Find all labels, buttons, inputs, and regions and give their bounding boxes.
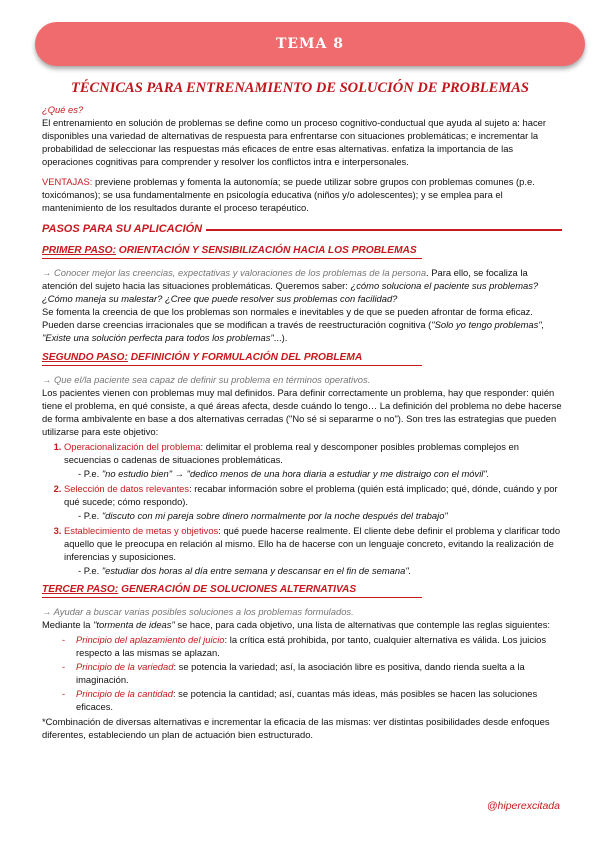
intro-text: El entrenamiento en solución de problemas se define como un proceso cognitivo-conductual que ayuda al sujeto a: hacer disponibles una variedad de alternativas de respuesta para enfrentarse con situaciones problemáticas; e incrementar la probabilidad de seleccionar las respuestas más eficaces de entre esas alternativas. enfatiza la importancia de las operaciones cognitivas para comprender y resolver los conflictos intra e interpersonales. (42, 117, 546, 167)
paso1-para1 (42, 266, 562, 344)
list-item (64, 524, 562, 577)
paso1-p2a: Se fomenta la creencia de que los problemas son normales e inevitables y de que se pueden afrontar de forma eficaz. Pueden darse creencias irracionales que se modifican a través de reestructuración cognitiva ( (42, 306, 533, 330)
example-text: "estudiar dos horas al día entre semana y descansar en el fin de semana". (101, 565, 412, 576)
page-title: TÉCNICAS PARA ENTRENAMIENTO DE SOLUCIÓN DE PROBLEMAS (71, 80, 529, 96)
example-text: "discuto con mi pareja sobre dinero normalmente por la noche después del trabajo" (101, 510, 448, 521)
item-text: : qué puede hacerse realmente. El cliente debe definir el problema y clarificar todo aquello que le preocupa en relación al mismo. Ello ha de hacerse con un lenguaje concreto, evitando la realización de inferencias y suposiciones. (64, 525, 561, 562)
paso2-title: DEFINICIÓN Y FORMULACIÓN DEL PROBLEMA (127, 352, 363, 363)
example-label: - P.e. (78, 510, 100, 521)
paso3-heading (42, 583, 422, 598)
ventajas-label: VENTAJAS: (42, 176, 93, 187)
paso3-list (42, 633, 562, 713)
paso1-heading (42, 244, 422, 259)
paso3-text-b: "tormenta de ideas" (93, 619, 175, 630)
example-label: - P.e. (78, 468, 100, 479)
pasos-heading-text: PASOS PARA SU APLICACIÓN (42, 223, 203, 235)
paso1-title: ORIENTACIÓN Y SENSIBILIZACIÓN HACIA LOS PROBLEMAS (115, 245, 417, 256)
paso3-arrow: → Ayudar a buscar varias posibles soluciones a los problemas formulados. (42, 606, 354, 617)
example (78, 467, 562, 480)
intro-question: ¿Qué es? (42, 104, 84, 115)
paso3-para (42, 605, 562, 631)
footer-handle: @hiperexcitada (486, 800, 560, 812)
paso3-text-a: Mediante la (42, 619, 94, 630)
item-label: Establecimiento de metas y objetivos (64, 525, 219, 536)
example (78, 509, 562, 522)
paso1-p1b: ¿cómo soluciona el paciente sus problemas? ¿Cómo maneja su malestar? ¿Cree que puede resolver sus problemas con facilidad? (42, 280, 539, 304)
paso2-arrow: → Que el/la paciente sea capaz de definir su problema en términos operativos. (42, 374, 371, 385)
ventajas-paragraph (42, 175, 562, 214)
paso1-label: PRIMER PASO: (42, 245, 116, 256)
intro-section (42, 103, 562, 168)
paso3-title: GENERACIÓN DE SOLUCIONES ALTERNATIVAS (118, 584, 357, 595)
paso2-text: Los pacientes vienen con problemas muy mal definidos. Para definir correctamente un problema, hay que responder: quién tiene el problema, en qué consiste, a qué áreas afecta, desde cuándo lo tengo… La definición del problema no debe hacerse de forma ambivalente en base a dos alternativas cerradas ("No sé si separarme o no"). Son tres las estrategias que pueden utilizarse para este objetivo: (42, 387, 562, 437)
paso2-list (42, 440, 562, 577)
item-label: Principio de la cantidad (76, 688, 173, 699)
paso3-text-c: se hace, para cada objetivo, una lista de alternativas que contemple las reglas siguientes: (174, 619, 551, 630)
list-item: - Principio de la variedad: se potencia la variedad; así, la asociación libre es positiva, dando rienda suelta a la imaginación. (62, 661, 525, 685)
example-text: "no estudio bien" → "dedico menos de una hora diaria a estudiar y me distraigo con el móvil". (101, 468, 490, 479)
document-body (42, 103, 562, 748)
item-text: : la crítica está prohibida, por tanto, cualquier alternativa es válida. Los juicios respecto a las mismas se aplazan. (76, 634, 547, 658)
paso3-note: *Combinación de diversas alternativas e incrementar la eficacia de las mismas: ver distintas posibilidades desde enfoques diferentes, estableciendo un plan de actuación bien estructurado. (42, 716, 550, 740)
list-item (64, 440, 562, 480)
item-label: Selección de datos relevantes (64, 483, 190, 494)
example-label: - P.e. (78, 565, 100, 576)
item-text: : se potencia la variedad; así, la asociación libre es positiva, dando rienda suelta a la imaginación. (76, 661, 525, 685)
paso3-label: TERCER PASO: (42, 584, 119, 595)
list-item (64, 482, 562, 522)
example (78, 564, 562, 577)
item-text: : recabar información sobre el problema (quién está implicado; qué, dónde, cuándo y por qué sucede; cómo respondo). (64, 483, 558, 507)
paso1-arrow: → Conocer mejor las creencias, expectativas y valoraciones de los problemas de la persona (42, 267, 427, 278)
item-label: Principio de la variedad (76, 661, 174, 672)
paso1-p2b: "Solo yo tengo problemas", "Existe una solución perfecta para todos los problemas" (42, 319, 545, 343)
ventajas-text: previene problemas y fomenta la autonomía; se puede utilizar sobre grupos con problemas comunes (p.e. toxicómanos); se usa fundamentalmente en psicología educativa (niños y/o adolescentes); y se emplea para el mantenimiento de los resultados durante el proceso terapéutico. (42, 176, 535, 213)
heading-rule (206, 229, 562, 231)
paso1-p2c: ...). (273, 332, 288, 343)
list-item: - Principio del aplazamiento del juicio: la crítica está prohibida, por tanto, cualquier alternativa es válida. Los juicios respecto a las mismas se aplazan. (62, 634, 547, 658)
tema-banner (35, 22, 585, 66)
tema-label: TEMA 8 (275, 36, 345, 52)
pasos-heading (42, 223, 562, 236)
paso2-para (42, 373, 562, 438)
list-item: - Principio de la cantidad: se potencia la cantidad; así, cuantas más ideas, más posibles se hacen las soluciones eficaces. (62, 688, 538, 712)
item-label: Operacionalización del problema (64, 441, 201, 452)
paso1-p1a: . Para ello, se focaliza la atención del sujeto hacia las situaciones problemáticas. Queremos saber: (42, 267, 528, 291)
item-label: Principio del aplazamiento del juicio (76, 634, 225, 645)
paso2-label: SEGUNDO PASO: (42, 352, 128, 363)
item-text: : delimitar el problema real y descomponer posibles problemas complejos en secuencias o cadenas de situaciones problemáticas. (64, 441, 519, 465)
item-text: : se potencia la cantidad; así, cuantas más ideas, más posibles se hacen las soluciones eficaces. (76, 688, 538, 712)
paso2-heading (42, 351, 422, 366)
